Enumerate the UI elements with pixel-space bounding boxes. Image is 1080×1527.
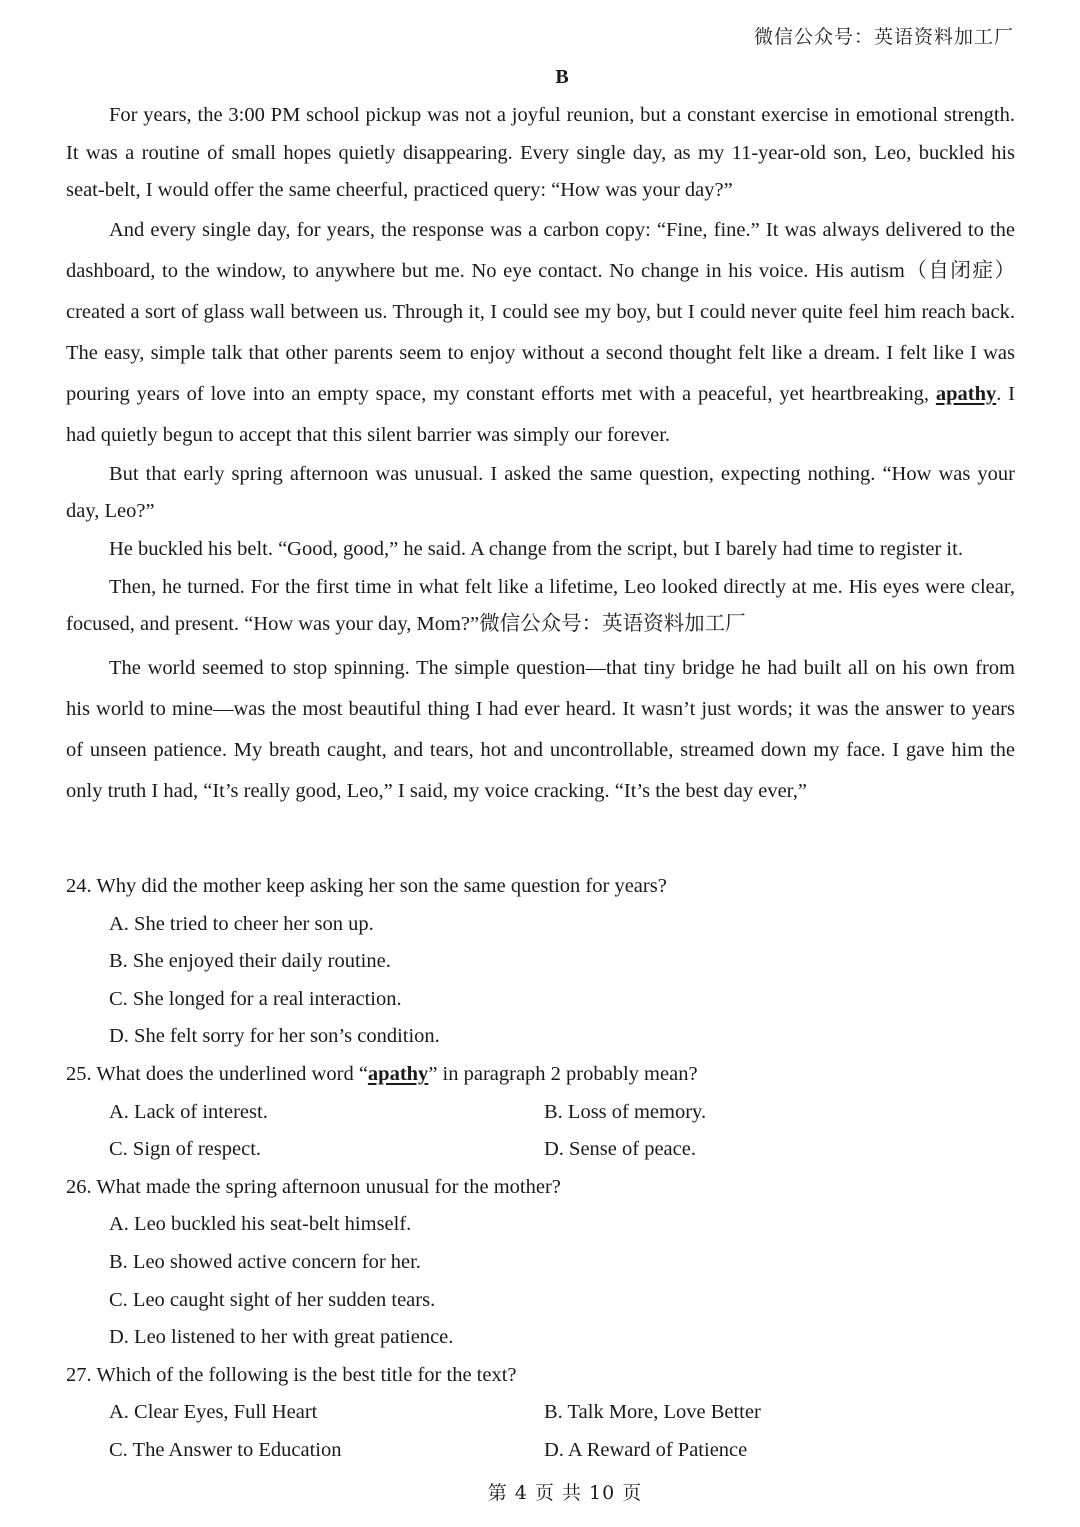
question-24-stem: 24. Why did the mother keep asking her son the same question for years?: [66, 875, 667, 897]
inline-watermark: 微信公众号：英语资料加工厂: [479, 613, 746, 636]
paragraph-2-text: And every single day, for years, the response was a carbon copy: “Fine, fine.” It was always delivered to the dashboard, to the window, to anywhere but me. No eye contact. No change in his voice. His autism（自闭症）created a sort of glass wall between us. Through it, I could see my boy, but I could never quite feel him reach back. The easy, simple talk that other parents seem to enjoy without a second thought felt like a dream. I felt like I was pouring years of love into an empty space, my constant efforts met with a peaceful, yet heartbreaking,: [66, 218, 1015, 405]
questions-section: [66, 868, 1026, 1470]
reading-passage: [66, 97, 1015, 812]
paragraph-5: [66, 569, 1015, 644]
underlined-word: apathy: [935, 382, 997, 405]
question-27-option-b: B. Talk More, Love Better: [544, 1401, 761, 1424]
question-24-option-d: D. She felt sorry for her son’s condition.: [109, 1025, 440, 1048]
question-25-option-b: B. Loss of memory.: [544, 1100, 707, 1123]
question-25-stem-text: 25. What does the underlined word “: [66, 1062, 368, 1085]
question-25-option-c: C. Sign of respect.: [109, 1138, 262, 1161]
question-27-options-row-1: [109, 1394, 1026, 1432]
paragraph-2-end: . I had quietly begun to accept that this silent barrier was simply our forever.: [66, 382, 1016, 446]
question-26-option-a: A. Leo buckled his seat-belt himself.: [109, 1213, 412, 1236]
question-26-option-d: D. Leo listened to her with great patience.: [109, 1326, 454, 1349]
question-24-option-c: C. She longed for a real interaction.: [109, 987, 402, 1010]
page-number: 第 4 页 共 10 页: [487, 1482, 643, 1504]
paragraph-4: He buckled his belt. “Good, good,” he said. A change from the script, but I barely had time to register it.: [109, 537, 963, 560]
question-25-options-row-1: [109, 1094, 1026, 1132]
question-25-stem: [66, 1056, 1026, 1094]
section-title: B: [555, 66, 569, 88]
question-25-stem-end: ” in paragraph 2 probably mean?: [428, 1062, 698, 1085]
paragraph-6: The world seemed to stop spinning. The simple question—that tiny bridge he had built all on his own from his world to mine—was the most beautiful thing I had ever heard. It wasn’t just words; it was the answer to years of unseen patience. My breath caught, and tears, hot and uncontrollable, streamed down my face. I gave him the only truth I had, “It’s really good, Leo,” I said, my voice cracking. “It’s the best day ever,”: [66, 656, 1015, 802]
paragraph-1: For years, the 3:00 PM school pickup was not a joyful reunion, but a constant exercise in emotional strength. It was a routine of small hopes quietly disappearing. Every single day, as my 11-year-old son, Leo, buckled his seat-belt, I would offer the same cheerful, practiced query: “How was your day?”: [66, 104, 1015, 202]
question-24-option-b: B. She enjoyed their daily routine.: [109, 950, 391, 973]
question-27-option-c: C. The Answer to Education: [109, 1438, 342, 1461]
question-26-option-b: B. Leo showed active concern for her.: [109, 1250, 421, 1273]
question-27-options-row-2: [109, 1432, 1026, 1470]
question-26-option-c: C. Leo caught sight of her sudden tears.: [109, 1288, 436, 1311]
question-26-stem: 26. What made the spring afternoon unusual for the mother?: [66, 1175, 561, 1198]
paragraph-5-text: Then, he turned. For the first time in what felt like a lifetime, Leo looked directly at me. His eyes were clear, focused, and present. “How was your day, Mom?”: [66, 575, 1015, 636]
question-27-stem: 27. Which of the following is the best title for the text?: [66, 1363, 517, 1386]
paragraph-3: But that early spring afternoon was unusual. I asked the same question, expecting nothing. “How was your day, Leo?”: [66, 462, 1015, 523]
question-25-option-a: A. Lack of interest.: [109, 1100, 268, 1123]
question-24-option-a: A. She tried to cheer her son up.: [109, 912, 374, 935]
question-27-option-d: D. A Reward of Patience: [544, 1438, 748, 1461]
question-25-options-row-2: [109, 1131, 1026, 1169]
question-25-option-d: D. Sense of peace.: [544, 1138, 696, 1161]
question-25-underlined-word: apathy: [367, 1062, 429, 1085]
watermark-header: 微信公众号：英语资料加工厂: [753, 26, 1014, 48]
question-27-option-a: A. Clear Eyes, Full Heart: [109, 1401, 318, 1424]
paragraph-2: [66, 210, 1015, 456]
